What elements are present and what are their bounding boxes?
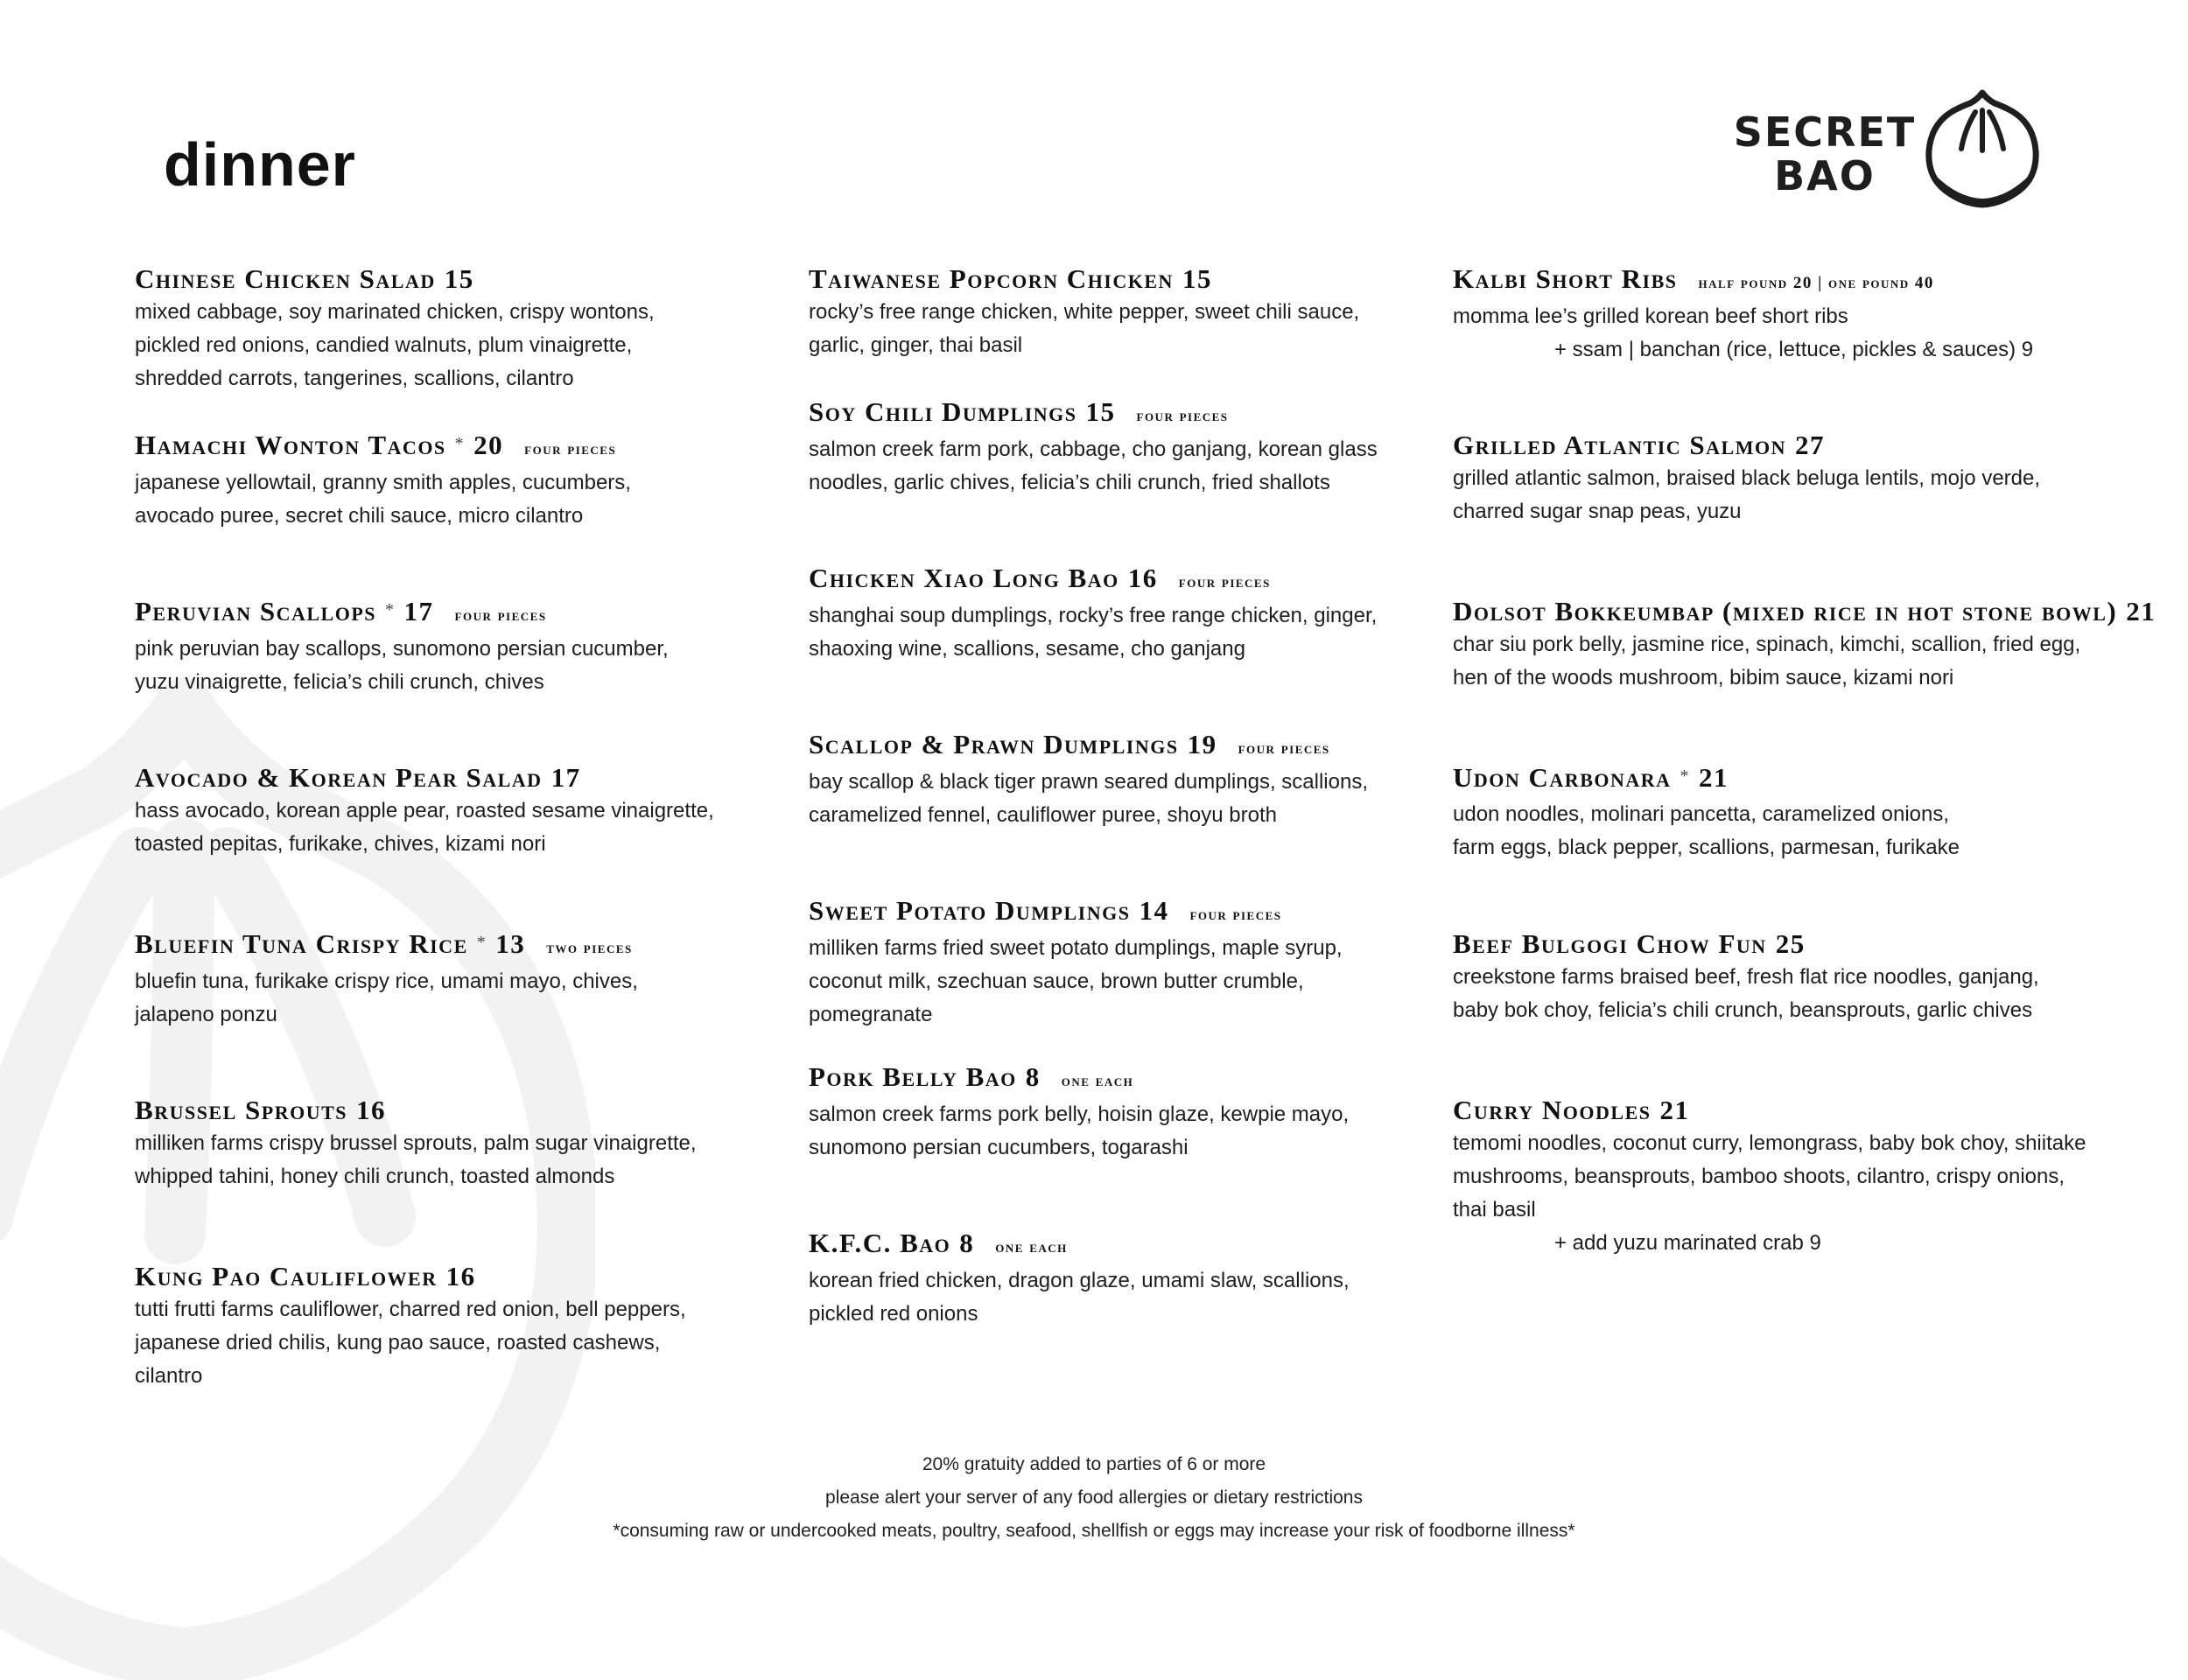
item-description: jalapeno ponzu — [135, 1003, 277, 1026]
item-name: Pork Belly Bao — [809, 1061, 1017, 1092]
item-description: thai basil — [1453, 1198, 1536, 1222]
item-title — [135, 1260, 747, 1293]
item-title — [809, 728, 1439, 766]
menu-item-beef-bulgogi-chow-fun — [1453, 928, 2153, 1027]
item-description: bay scallop & black tiger prawn seared dumplings, scallions, — [809, 770, 1368, 794]
item-price: 21 — [1659, 1095, 1690, 1125]
item-portion: four pieces — [454, 606, 547, 625]
item-name: Beef Bulgogi Chow Fun — [1453, 928, 1767, 959]
item-price: 16 — [445, 1261, 476, 1292]
item-description: temomi noodles, coconut curry, lemongrass, baby bok choy, shiitake — [1453, 1131, 2086, 1155]
menu-item-chinese-chicken-salad — [135, 262, 747, 396]
item-price: 17 — [551, 762, 581, 793]
item-portion: four pieces — [1178, 573, 1271, 592]
bao-bun-icon — [1923, 88, 2042, 210]
item-addon: + add yuzu marinated crab 9 — [1554, 1231, 1821, 1255]
item-description: pickled red onions, candied walnuts, plum vinaigrette, — [135, 333, 633, 357]
menu-item-sweet-potato-dumplings — [809, 894, 1439, 1032]
item-description: sunomono persian cucumbers, togarashi — [809, 1136, 1189, 1159]
item-name: Kalbi Short Ribs — [1453, 263, 1678, 294]
item-title — [1453, 761, 2153, 798]
menu-item-kung-pao-cauliflower — [135, 1260, 747, 1393]
page-title: dinner — [164, 130, 356, 199]
item-name: Peruvian Scallops — [135, 596, 377, 626]
item-portion: one each — [1061, 1072, 1134, 1090]
menu-item-pork-belly-bao — [809, 1060, 1439, 1165]
item-title — [809, 562, 1439, 599]
item-description: pomegranate — [809, 1003, 933, 1026]
menu-item-peruvian-scallops — [135, 595, 747, 699]
item-description: shanghai soup dumplings, rocky’s free range chicken, ginger, — [809, 604, 1378, 627]
item-title — [809, 894, 1439, 932]
item-portion: one each — [995, 1238, 1068, 1256]
menu-footer — [0, 1448, 2188, 1548]
menu-item-chicken-xiao-long-bao — [809, 562, 1439, 666]
item-price: 25 — [1775, 928, 1806, 959]
item-description: bluefin tuna, furikake crispy rice, umami mayo, chives, — [135, 970, 638, 993]
raw-item-marker: * — [385, 600, 396, 620]
item-title — [135, 928, 747, 965]
item-price: 14 — [1139, 895, 1169, 926]
item-name: Curry Noodles — [1453, 1095, 1652, 1125]
item-description: farm eggs, black pepper, scallions, parmesan, furikake — [1453, 836, 1960, 859]
raw-food-warning: *consuming raw or undercooked meats, poultry, seafood, shellfish or eggs may increase your risk of foodborne illness* — [613, 1521, 1575, 1541]
item-name: Avocado & Korean Pear Salad — [135, 762, 543, 793]
item-description: momma lee’s grilled korean beef short ribs — [1453, 304, 1848, 328]
item-description: rocky’s free range chicken, white pepper, sweet chili sauce, — [809, 300, 1360, 324]
item-price: 15 — [1085, 396, 1116, 427]
item-price: 19 — [1187, 729, 1217, 760]
item-title — [809, 1227, 1439, 1264]
item-name: Udon Carbonara — [1453, 762, 1672, 793]
item-description: shaoxing wine, scallions, sesame, cho ganjang — [809, 637, 1245, 661]
item-price: 15 — [444, 263, 474, 294]
logo-line-secret: SECRET — [1733, 108, 1917, 156]
item-title — [809, 1060, 1439, 1098]
item-description: korean fried chicken, dragon glaze, umami slaw, scallions, — [809, 1269, 1350, 1292]
item-name: Grilled Atlantic Salmon — [1453, 430, 1786, 460]
item-description: japanese yellowtail, granny smith apples, cucumbers, — [135, 471, 631, 494]
item-description: pickled red onions — [809, 1302, 978, 1326]
item-description: noodles, garlic chives, felicia’s chili crunch, fried shallots — [809, 471, 1330, 494]
item-description: baby bok choy, felicia’s chili crunch, beansprouts, garlic chives — [1453, 998, 2033, 1022]
item-title — [1453, 1094, 2153, 1127]
item-title — [1453, 429, 2153, 462]
item-title — [135, 1094, 747, 1127]
item-description: whipped tahini, honey chili crunch, toasted almonds — [135, 1165, 615, 1188]
item-description: toasted pepitas, furikake, chives, kizami nori — [135, 832, 546, 856]
item-price: 16 — [1127, 563, 1158, 593]
item-description: pink peruvian bay scallops, sunomono persian cucumber, — [135, 637, 669, 661]
menu-item-scallop-prawn-dumplings — [809, 728, 1439, 832]
item-description: milliken farms crispy brussel sprouts, palm sugar vinaigrette, — [135, 1131, 697, 1155]
item-description: caramelized fennel, cauliflower puree, shoyu broth — [809, 803, 1277, 827]
item-price: 20 — [473, 430, 504, 460]
item-portion: two pieces — [546, 939, 633, 957]
item-title — [1453, 928, 2153, 961]
menu-item-curry-noodles — [1453, 1094, 2153, 1260]
menu-item-kfc-bao — [809, 1227, 1439, 1331]
item-description: creekstone farms braised beef, fresh flat rice noodles, ganjang, — [1453, 965, 2039, 989]
item-price: 27 — [1794, 430, 1825, 460]
menu-item-udon-carbonara — [1453, 761, 2153, 864]
item-description: salmon creek farm pork, cabbage, cho ganjang, korean glass — [809, 438, 1378, 461]
logo-wordmark — [1729, 110, 1921, 198]
item-description: milliken farms fried sweet potato dumplings, maple syrup, — [809, 936, 1343, 960]
item-description: salmon creek farms pork belly, hoisin glaze, kewpie mayo, — [809, 1102, 1350, 1126]
menu-item-grilled-atlantic-salmon — [1453, 429, 2153, 528]
item-price: 16 — [356, 1095, 386, 1125]
item-price: 8 — [1025, 1061, 1041, 1092]
item-description: avocado puree, secret chili sauce, micro cilantro — [135, 504, 584, 528]
raw-item-marker: * — [454, 434, 466, 453]
item-name: Hamachi Wonton Tacos — [135, 430, 446, 460]
item-description: grilled atlantic salmon, braised black beluga lentils, mojo verde, — [1453, 466, 2041, 490]
item-price: half pound 20 | one pound 40 — [1698, 274, 1934, 292]
item-price: 8 — [959, 1228, 975, 1258]
gratuity-note: 20% gratuity added to parties of 6 or more — [922, 1454, 1266, 1474]
menu-item-taiwanese-popcorn-chicken — [809, 262, 1439, 362]
item-addon: + ssam | banchan (rice, lettuce, pickles & sauces) 9 — [1554, 338, 2034, 361]
item-description: hen of the woods mushroom, bibim sauce, kizami nori — [1453, 666, 1954, 690]
item-description: coconut milk, szechuan sauce, brown butter crumble, — [809, 970, 1304, 993]
item-description: char siu pork belly, jasmine rice, spinach, kimchi, scallion, fried egg, — [1453, 633, 2081, 656]
raw-item-marker: * — [476, 933, 487, 952]
item-title — [135, 761, 747, 794]
item-title — [135, 429, 747, 466]
menu-item-hamachi-wonton-tacos — [135, 429, 747, 533]
item-name: Soy Chili Dumplings — [809, 396, 1077, 427]
item-title — [135, 595, 747, 633]
item-title — [809, 262, 1439, 296]
item-portion: four pieces — [1238, 739, 1330, 758]
item-description: mixed cabbage, soy marinated chicken, crispy wontons, — [135, 300, 655, 324]
item-portion: four pieces — [524, 440, 617, 458]
item-description: japanese dried chilis, kung pao sauce, roasted cashews, — [135, 1331, 661, 1354]
item-portion: four pieces — [1189, 906, 1282, 924]
item-name: Bluefin Tuna Crispy Rice — [135, 928, 468, 959]
item-description: tutti frutti farms cauliflower, charred red onion, bell peppers, — [135, 1298, 686, 1321]
item-description: yuzu vinaigrette, felicia’s chili crunch, chives — [135, 670, 544, 694]
logo-line-bao: BAO — [1774, 152, 1876, 200]
item-name: Chinese Chicken Salad — [135, 263, 436, 294]
item-name: Sweet Potato Dumplings — [809, 895, 1131, 926]
item-description: shredded carrots, tangerines, scallions, cilantro — [135, 367, 574, 390]
item-name: Brussel Sprouts — [135, 1095, 347, 1125]
menu-item-avocado-korean-pear-salad — [135, 761, 747, 861]
item-price: 21 — [2126, 596, 2156, 626]
menu-item-brussel-sprouts — [135, 1094, 747, 1194]
menu-item-bluefin-tuna-crispy-rice — [135, 928, 747, 1032]
item-name: K.F.C. Bao — [809, 1228, 951, 1258]
menu-item-kalbi-short-ribs — [1453, 262, 2153, 367]
item-description: charred sugar snap peas, yuzu — [1453, 500, 1742, 523]
item-title — [135, 262, 747, 296]
item-price: 21 — [1699, 762, 1729, 793]
item-price: 17 — [403, 596, 434, 626]
item-title — [1453, 262, 2153, 300]
menu-item-dolsot-bokkeumbap — [1453, 595, 2156, 695]
item-portion: four pieces — [1136, 407, 1229, 425]
item-title — [1453, 595, 2156, 628]
item-description: udon noodles, molinari pancetta, caramelized onions, — [1453, 802, 1950, 826]
secret-bao-logo — [1729, 88, 2044, 210]
menu-item-soy-chili-dumplings — [809, 396, 1439, 500]
item-price: 15 — [1182, 263, 1212, 294]
item-title — [809, 396, 1439, 433]
item-name: Kung Pao Cauliflower — [135, 1261, 438, 1292]
raw-item-marker: * — [1680, 766, 1691, 786]
item-description: garlic, ginger, thai basil — [809, 333, 1023, 357]
item-price: 13 — [495, 928, 526, 959]
item-description: mushrooms, beansprouts, bamboo shoots, cilantro, crispy onions, — [1453, 1165, 2065, 1188]
item-description: cilantro — [135, 1364, 203, 1388]
allergy-note: please alert your server of any food allergies or dietary restrictions — [825, 1488, 1363, 1508]
item-name: Taiwanese Popcorn Chicken — [809, 263, 1174, 294]
item-name: Dolsot Bokkeumbap (mixed rice in hot stone bowl) — [1453, 596, 2118, 626]
item-name: Scallop & Prawn Dumplings — [809, 729, 1179, 760]
item-description: hass avocado, korean apple pear, roasted sesame vinaigrette, — [135, 799, 714, 822]
item-name: Chicken Xiao Long Bao — [809, 563, 1119, 593]
